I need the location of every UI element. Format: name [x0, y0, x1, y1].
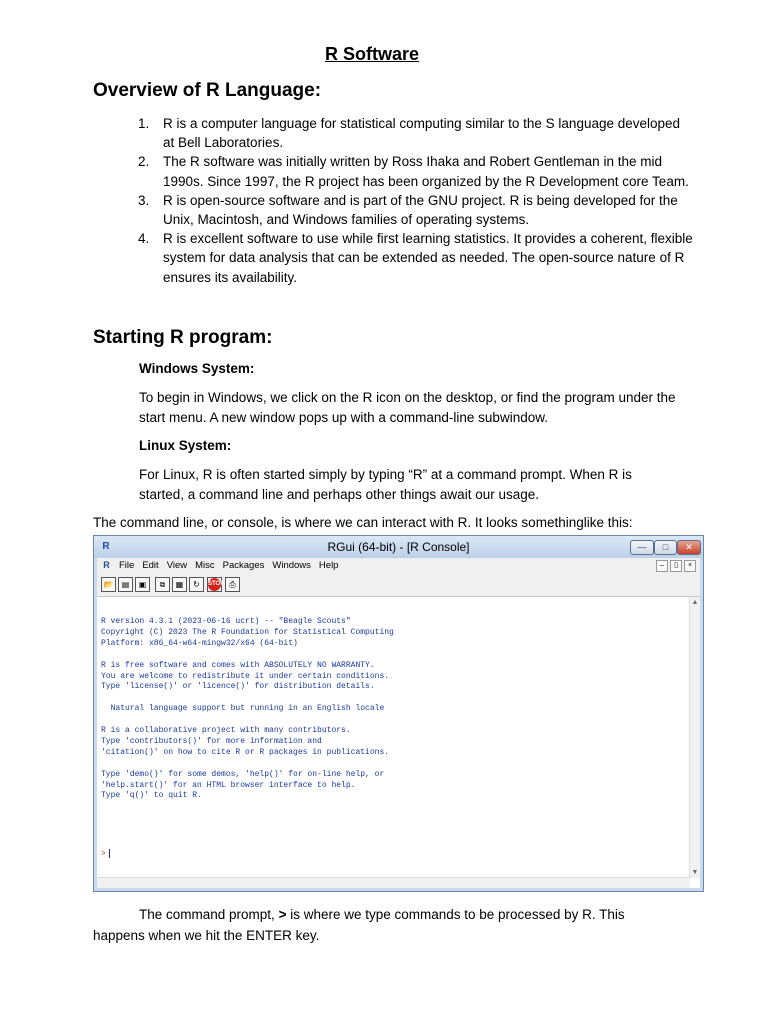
horizontal-scrollbar[interactable]	[97, 877, 690, 888]
closing-paragraph	[93, 904, 663, 946]
menu-edit[interactable]: Edit	[142, 560, 159, 571]
vertical-scrollbar[interactable]	[689, 597, 700, 878]
window-titlebar	[94, 536, 703, 558]
linux-subheading: Linux System:	[139, 438, 232, 453]
starting-heading: Starting R program:	[93, 327, 273, 348]
load-workspace-icon[interactable]: ▤	[118, 577, 133, 592]
close-button[interactable]: ✕	[677, 540, 701, 555]
menu-packages[interactable]: Packages	[222, 560, 265, 571]
list-number: 4.	[138, 231, 150, 247]
console-line: R is a collaborative project with many contributors.	[101, 726, 351, 736]
r-logo-icon: R	[102, 541, 110, 552]
console-line: You are welcome to redistribute it under certain conditions.	[101, 671, 390, 681]
menu-windows[interactable]: Windows	[272, 560, 311, 571]
linux-paragraph: For Linux, R is often started simply by typing “R” at a command prompt. When R is started, a command line and perhaps other things await our usage.	[139, 467, 632, 502]
r-console-icon: R	[103, 560, 110, 570]
console-area[interactable]	[97, 597, 700, 888]
print-icon[interactable]: ⎙	[225, 577, 240, 592]
scroll-down-icon[interactable]: ▼	[691, 869, 699, 876]
console-line: Type 'contributors()' for more information and	[101, 736, 322, 746]
console-line	[101, 693, 686, 704]
list-item	[93, 229, 693, 287]
window-title: RGui (64-bit) - [R Console]	[327, 540, 470, 554]
windows-paragraph: To begin in Windows, we click on the R icon on the desktop, or find the program under the start menu. A new window pops up with a command-line subwindow.	[139, 390, 676, 425]
document-title: R Software	[324, 44, 420, 64]
list-text: The R software was initially written by Ross Ihaka and Robert Gentleman in the mid 1990s. Since 1997, the R project has been organized by the R Development core Team.	[163, 154, 689, 189]
list-number: 3.	[138, 192, 150, 208]
list-text: R is a computer language for statistical computing similar to the S language developed at Bell Laboratories.	[163, 116, 681, 151]
paste-icon[interactable]: ▦	[172, 577, 187, 592]
rgui-window-screenshot	[93, 535, 704, 892]
maximize-button[interactable]: □	[654, 540, 677, 555]
console-line	[101, 715, 686, 726]
console-prompt[interactable]	[101, 849, 110, 859]
menu-misc[interactable]: Misc	[195, 560, 215, 571]
prompt-symbol: >	[101, 849, 106, 859]
overview-list	[93, 114, 693, 287]
console-line: Type 'demo()' for some demos, 'help()' for on-line help, or	[101, 769, 385, 779]
minimize-button[interactable]: —	[630, 540, 654, 555]
menu-view[interactable]: View	[166, 560, 188, 571]
scroll-up-icon[interactable]: ▲	[691, 599, 699, 606]
console-intro-text: The command line, or console, is where we can interact with R. It looks somethinglike this:	[93, 515, 633, 530]
menu-file[interactable]: File	[119, 560, 135, 571]
list-text: R is open-source software and is part of the GNU project. R is being developed for the Unix, Macintosh, and Windows families of operating systems.	[163, 192, 678, 228]
list-item	[93, 114, 693, 152]
open-script-icon[interactable]: 📂	[101, 577, 116, 592]
console-line: R version 4.3.1 (2023-06-16 ucrt) -- "Beagle Scouts"	[101, 617, 351, 626]
child-minimize-button[interactable]: –	[656, 560, 668, 572]
closing-text-before: The command prompt,	[139, 907, 279, 922]
console-line: Type 'q()' to quit R.	[101, 791, 202, 801]
console-output	[101, 617, 686, 802]
console-line: Copyright (C) 2023 The R Foundation for Statistical Computing	[101, 627, 394, 637]
console-line: Platform: x86_64-w64-mingw32/x64 (64-bit)	[101, 638, 298, 648]
menu-bar	[97, 558, 700, 574]
child-close-button[interactable]: ×	[684, 560, 696, 572]
prompt-symbol-bold: >	[278, 907, 287, 922]
closing-text-after: is where we type commands to be processed by R. This happens when we hit the ENTER key.	[93, 907, 625, 943]
toolbar	[97, 574, 700, 597]
console-line: Type 'license()' or 'licence()' for distribution details.	[101, 682, 375, 692]
refresh-icon[interactable]: ↻	[189, 577, 204, 592]
list-number: 1.	[138, 116, 150, 131]
child-restore-button[interactable]: ▯	[670, 560, 682, 572]
console-line: Natural language support but running in an English locale	[101, 704, 385, 714]
console-line	[101, 759, 686, 770]
stop-icon[interactable]	[207, 577, 225, 592]
console-line: 'citation()' on how to cite R or R packages in publications.	[101, 747, 390, 757]
console-line: 'help.start()' for an HTML browser interface to help.	[101, 780, 356, 790]
list-item	[93, 152, 693, 190]
menu-help[interactable]: Help	[318, 560, 339, 571]
list-number: 2.	[138, 154, 150, 170]
console-line: R is free software and comes with ABSOLUTELY NO WARRANTY.	[101, 660, 375, 670]
windows-subheading: Windows System:	[139, 361, 255, 376]
copy-icon[interactable]: ⧉	[155, 577, 170, 592]
list-text: R is excellent software to use while first learning statistics. It provides a coherent, flexible system for data analysis that can be extended as needed. The open-source nature of R ensures its availability.	[163, 231, 693, 285]
stop-label: STOP	[208, 578, 221, 591]
overview-heading: Overview of R Language:	[93, 80, 322, 101]
text-cursor	[109, 849, 110, 858]
list-item	[93, 191, 693, 229]
console-line	[101, 650, 686, 661]
save-workspace-icon[interactable]: ▣	[135, 577, 150, 592]
